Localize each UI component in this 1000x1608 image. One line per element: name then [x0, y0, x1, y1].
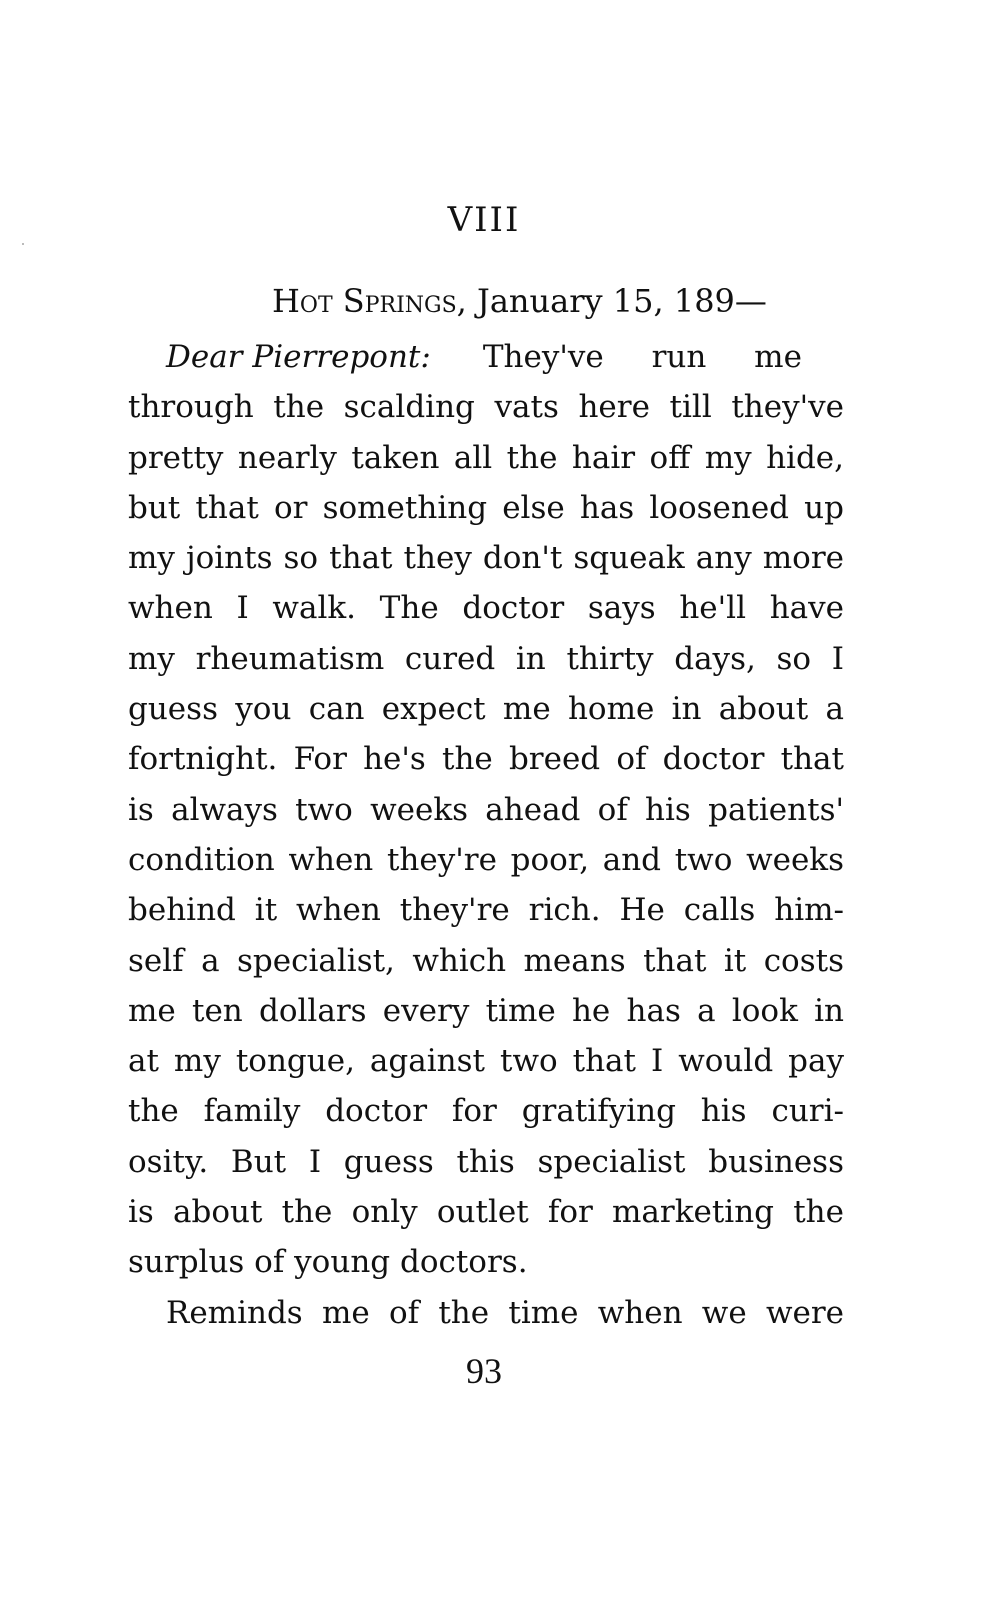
text-line: me ten dollars every time he has a look in	[128, 992, 844, 1029]
text-line: my rheumatism cured in thirty days, so I	[128, 640, 844, 677]
chapter-heading: VIII	[447, 200, 521, 240]
text-line: pretty nearly taken all the hair off my hide,	[128, 439, 844, 476]
salutation: Dear Pierrepont:	[166, 339, 431, 375]
text-line: guess you can expect me home in about a	[128, 691, 844, 728]
text-line: through the scalding vats here till they've	[128, 389, 844, 426]
text-line-1	[128, 332, 844, 382]
first-line-text: They've run me	[482, 339, 802, 375]
dateline-date: January 15, 189—	[477, 282, 767, 320]
text-line-paragraph-end: surplus of young doctors.	[128, 1244, 528, 1281]
text-line: at my tongue, against two that I would pay	[128, 1043, 844, 1080]
text-line: the family doctor for gratifying his curi-	[128, 1093, 844, 1130]
dateline-place: Hot Springs,	[272, 282, 467, 320]
page-number: 93	[466, 1351, 502, 1391]
text-line: behind it when they're rich. He calls him-	[128, 892, 844, 929]
text-line: osity. But I guess this specialist business	[128, 1143, 844, 1180]
text-line: when I walk. The doctor says he'll have	[128, 590, 844, 627]
text-line: is about the only outlet for marketing the	[128, 1194, 844, 1231]
text-line: my joints so that they don't squeak any more	[128, 540, 844, 577]
text-line: self a specialist, which means that it costs	[128, 942, 844, 979]
next-paragraph-line: Reminds me of the time when we were	[166, 1294, 844, 1331]
text-line: fortnight. For he's the breed of doctor that	[128, 741, 844, 778]
letter-body	[128, 332, 844, 1338]
letter-dateline	[272, 282, 767, 320]
text-line: is always two weeks ahead of his patients'	[128, 791, 844, 828]
text-line: condition when they're poor, and two weeks	[128, 841, 844, 878]
scan-speck	[22, 243, 24, 245]
text-line: but that or something else has loosened up	[128, 489, 844, 526]
